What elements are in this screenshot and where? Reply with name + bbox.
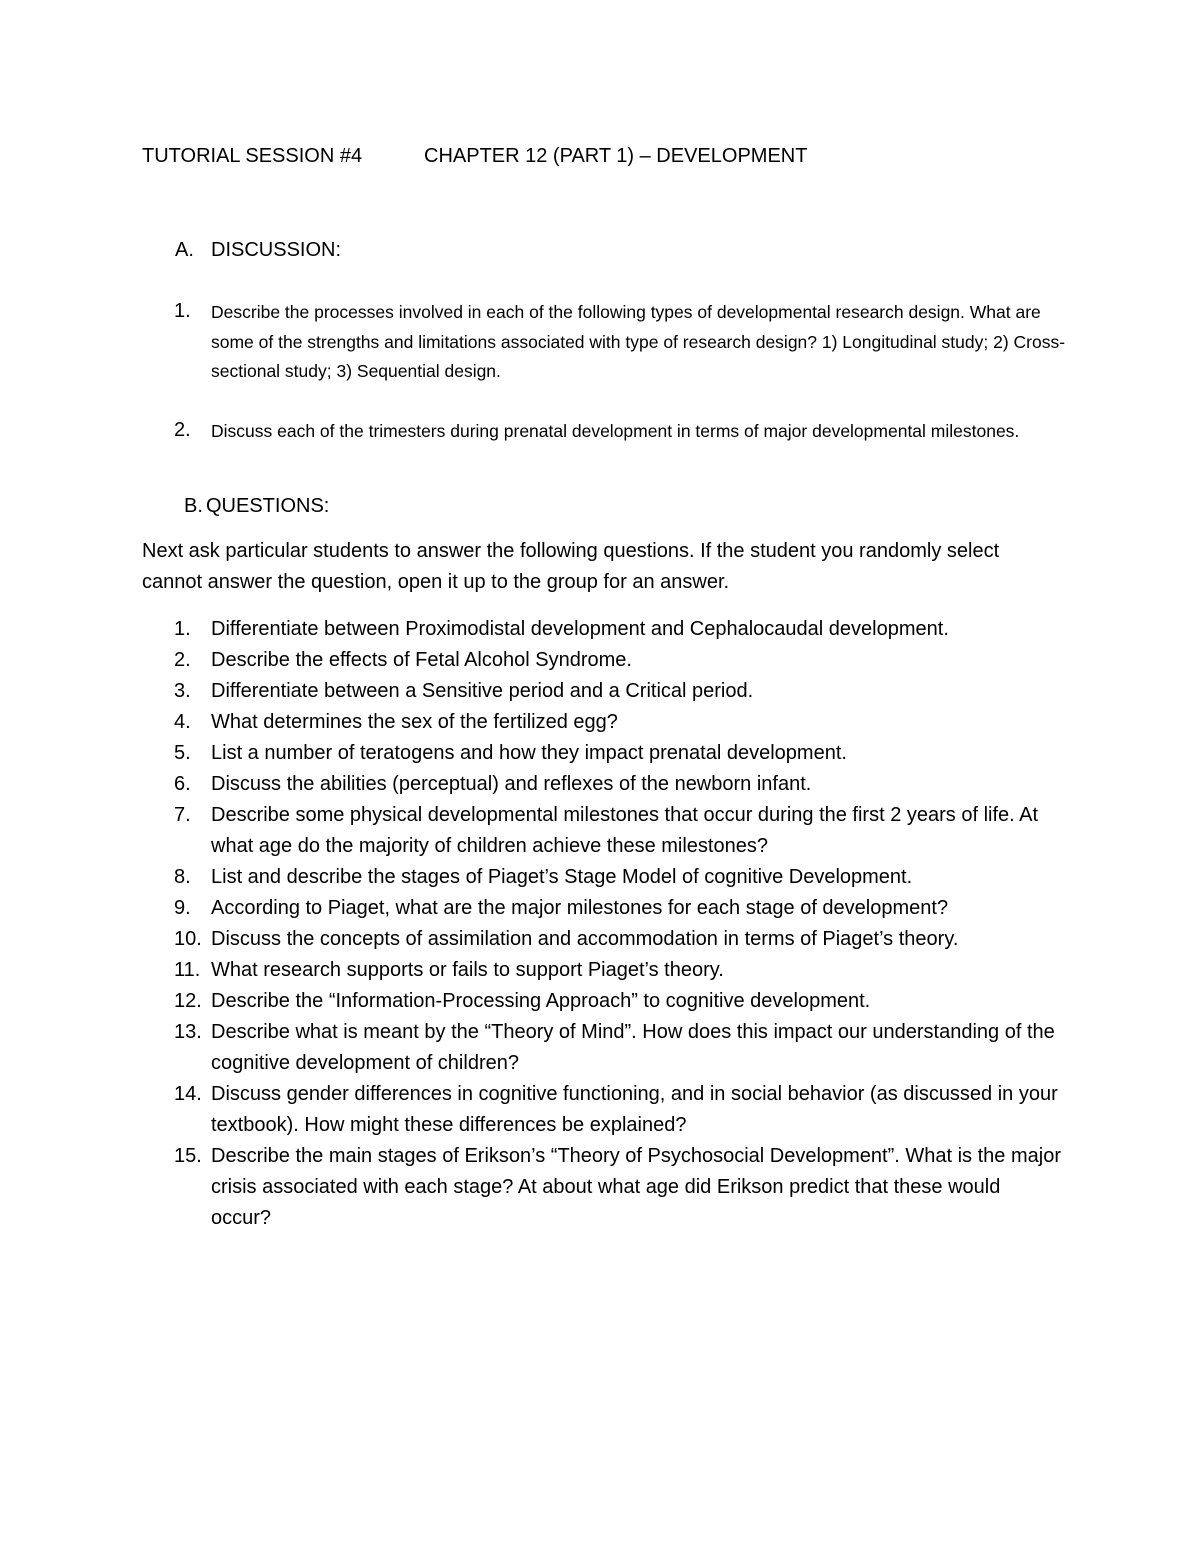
question-number: 13.	[174, 1021, 202, 1043]
question-item	[174, 893, 1061, 924]
discussion-item-number: 2.	[174, 419, 191, 441]
section-a-title: DISCUSSION:	[211, 239, 342, 261]
question-item	[174, 800, 1061, 862]
question-text: What determines the sex of the fertilized egg?	[211, 711, 618, 733]
question-number: 3.	[174, 680, 191, 702]
question-item	[174, 862, 1061, 893]
question-item	[174, 986, 1061, 1017]
question-item	[174, 614, 1061, 645]
question-text: Describe some physical developmental milestones that occur during the first 2 years of life. At what age do the majority of children achieve these milestones?	[211, 804, 1039, 857]
question-number: 10.	[174, 928, 202, 950]
question-text: Discuss the concepts of assimilation and accommodation in terms of Piaget’s theory.	[211, 928, 959, 950]
section-b-title: QUESTIONS:	[206, 495, 330, 517]
question-text: Describe the main stages of Erikson’s “Theory of Psychosocial Development”. What is the major crisis associated with each stage? At about what age did Erikson predict that these would occur?	[211, 1145, 1061, 1229]
question-item	[174, 645, 1061, 676]
question-text: Differentiate between Proximodistal development and Cephalocaudal development.	[211, 618, 949, 640]
question-item	[174, 1079, 1061, 1141]
question-item	[174, 707, 1061, 738]
question-number: 15.	[174, 1145, 202, 1167]
question-text: List a number of teratogens and how they impact prenatal development.	[211, 742, 847, 764]
question-number: 2.	[174, 649, 191, 671]
chapter-title: CHAPTER 12 (PART 1) – DEVELOPMENT	[424, 145, 808, 167]
section-a-heading	[175, 236, 341, 264]
question-text: Describe the effects of Fetal Alcohol Syndrome.	[211, 649, 632, 671]
questions-intro: Next ask particular students to answer the following questions. If the student you randomly select cannot answer the question, open it up to the group for an answer.	[142, 540, 1000, 593]
document-header	[142, 142, 807, 170]
question-number: 5.	[174, 742, 191, 764]
discussion-item-number: 1.	[174, 300, 191, 322]
questions-list	[174, 614, 1061, 1234]
question-number: 6.	[174, 773, 191, 795]
question-item	[174, 1141, 1061, 1234]
question-number: 4.	[174, 711, 191, 733]
question-item	[174, 738, 1061, 769]
discussion-item-text: Describe the processes involved in each of the following types of developmental research design. What are some of the strengths and limitations associated with type of research design? 1) Longitudinal study; 2) Cross-sectional study; 3) Sequential design.	[211, 302, 1066, 381]
section-a-letter: A.	[175, 239, 194, 261]
section-b-heading	[184, 492, 329, 520]
question-text: What research supports or fails to support Piaget’s theory.	[211, 959, 724, 981]
question-text: Discuss the abilities (perceptual) and reflexes of the newborn infant.	[211, 773, 812, 795]
question-number: 14.	[174, 1083, 202, 1105]
question-number: 11.	[174, 959, 201, 981]
question-text: Differentiate between a Sensitive period and a Critical period.	[211, 680, 754, 702]
question-text: Discuss gender differences in cognitive functioning, and in social behavior (as discussed in your textbook). How might these differences be explained?	[211, 1083, 1058, 1136]
question-item	[174, 924, 1061, 955]
session-title: TUTORIAL SESSION #4	[142, 145, 363, 167]
question-text: Describe what is meant by the “Theory of Mind”. How does this impact our understanding of the cognitive development of children?	[211, 1021, 1055, 1074]
discussion-item	[174, 417, 1071, 447]
question-item	[174, 955, 1061, 986]
discussion-item-text: Discuss each of the trimesters during prenatal development in terms of major developmental milestones.	[211, 421, 1020, 441]
question-text: According to Piaget, what are the major milestones for each stage of development?	[211, 897, 949, 919]
section-b-letter: B.	[184, 495, 203, 517]
question-item	[174, 676, 1061, 707]
question-text: List and describe the stages of Piaget’s Stage Model of cognitive Development.	[211, 866, 913, 888]
question-number: 9.	[174, 897, 191, 919]
question-number: 12.	[174, 990, 202, 1012]
question-number: 8.	[174, 866, 191, 888]
question-text: Describe the “Information-Processing Approach” to cognitive development.	[211, 990, 871, 1012]
discussion-item	[174, 298, 1071, 387]
question-item	[174, 769, 1061, 800]
question-number: 7.	[174, 804, 191, 826]
question-item	[174, 1017, 1061, 1079]
question-number: 1.	[174, 618, 191, 640]
